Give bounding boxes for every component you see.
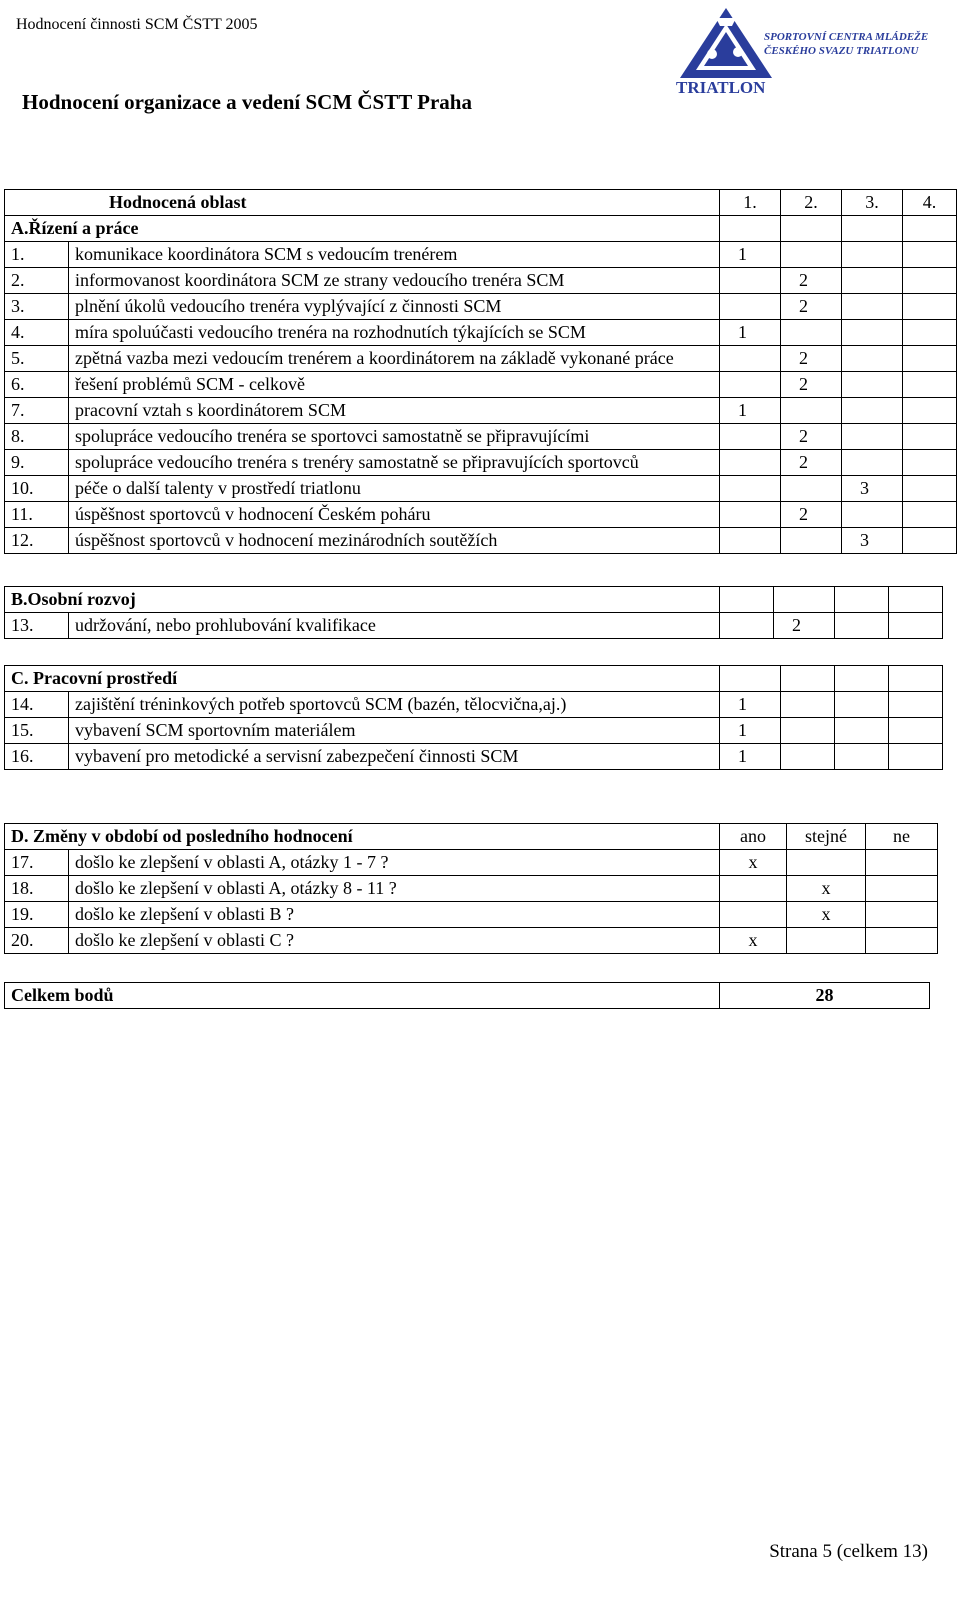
col-header-2: 2. bbox=[781, 190, 842, 216]
row-number: 2. bbox=[5, 268, 69, 294]
row-number: 1. bbox=[5, 242, 69, 268]
row-number: 3. bbox=[5, 294, 69, 320]
empty-cell bbox=[889, 666, 943, 692]
empty-cell bbox=[720, 528, 781, 554]
empty-cell bbox=[842, 242, 903, 268]
empty-cell bbox=[787, 850, 866, 876]
row-score: 2 bbox=[781, 294, 842, 320]
header-area-label: Hodnocená oblast bbox=[5, 190, 720, 216]
logo-caption bbox=[764, 30, 928, 58]
row-criterion: vybavení SCM sportovním materiálem bbox=[69, 718, 720, 744]
row-number: 17. bbox=[5, 850, 69, 876]
table-row bbox=[5, 613, 943, 639]
row-question: došlo ke zlepšení v oblasti B ? bbox=[69, 902, 720, 928]
empty-cell bbox=[903, 372, 957, 398]
empty-cell bbox=[720, 450, 781, 476]
empty-cell bbox=[866, 876, 938, 902]
empty-cell bbox=[835, 744, 889, 770]
row-score: 1 bbox=[720, 242, 781, 268]
total-table bbox=[4, 982, 930, 1009]
row-number: 4. bbox=[5, 320, 69, 346]
row-number: 5. bbox=[5, 346, 69, 372]
row-criterion: úspěšnost sportovců v hodnocení mezinárodních soutěžích bbox=[69, 528, 720, 554]
row-number: 13. bbox=[5, 613, 69, 639]
empty-cell bbox=[781, 216, 842, 242]
empty-cell bbox=[720, 476, 781, 502]
table-row bbox=[5, 398, 957, 424]
table-row bbox=[5, 372, 957, 398]
empty-cell bbox=[835, 613, 889, 639]
logo-line-1: SPORTOVNÍ CENTRA MLÁDEŽE bbox=[764, 31, 929, 43]
evaluation-table-c bbox=[4, 665, 943, 770]
evaluation-table-b bbox=[4, 586, 943, 639]
empty-cell bbox=[903, 528, 957, 554]
table-row bbox=[5, 424, 957, 450]
empty-cell bbox=[903, 450, 957, 476]
row-number: 16. bbox=[5, 744, 69, 770]
table-header-row bbox=[5, 190, 957, 216]
table-row bbox=[5, 692, 943, 718]
empty-cell bbox=[781, 476, 842, 502]
table-row bbox=[5, 876, 938, 902]
empty-cell bbox=[866, 850, 938, 876]
empty-cell bbox=[842, 268, 903, 294]
empty-cell bbox=[781, 320, 842, 346]
section-row-c bbox=[5, 666, 943, 692]
empty-cell bbox=[720, 294, 781, 320]
section-title-d: D. Změny v období od posledního hodnocení bbox=[5, 824, 720, 850]
row-criterion: plnění úkolů vedoucího trenéra vyplývající z činnosti SCM bbox=[69, 294, 720, 320]
empty-cell bbox=[781, 666, 835, 692]
section-row-a bbox=[5, 216, 957, 242]
empty-cell bbox=[720, 216, 781, 242]
empty-cell bbox=[720, 876, 787, 902]
empty-cell bbox=[720, 613, 774, 639]
empty-cell bbox=[842, 372, 903, 398]
empty-cell bbox=[842, 398, 903, 424]
table-row bbox=[5, 528, 957, 554]
row-criterion: míra spoluúčasti vedoucího trenéra na rozhodnutích týkajících se SCM bbox=[69, 320, 720, 346]
row-criterion: vybavení pro metodické a servisní zabezpečení činnosti SCM bbox=[69, 744, 720, 770]
empty-cell bbox=[781, 744, 835, 770]
table-row bbox=[5, 294, 957, 320]
row-number: 18. bbox=[5, 876, 69, 902]
row-score: 1 bbox=[720, 692, 781, 718]
row-criterion: udržování, nebo prohlubování kvalifikace bbox=[69, 613, 720, 639]
document-header: Hodnocení činnosti SCM ČSTT 2005 bbox=[16, 16, 258, 33]
empty-cell bbox=[842, 294, 903, 320]
table-row bbox=[5, 476, 957, 502]
row-criterion: spolupráce vedoucího trenéra se sportovci samostatně se připravujícími bbox=[69, 424, 720, 450]
table-row bbox=[5, 346, 957, 372]
row-criterion: informovanost koordinátora SCM ze strany vedoucího trenéra SCM bbox=[69, 268, 720, 294]
row-number: 9. bbox=[5, 450, 69, 476]
row-question: došlo ke zlepšení v oblasti A, otázky 8 - 11 ? bbox=[69, 876, 720, 902]
row-score: 1 bbox=[720, 398, 781, 424]
section-title-a: A.Řízení a práce bbox=[5, 216, 720, 242]
row-number: 15. bbox=[5, 718, 69, 744]
empty-cell bbox=[720, 502, 781, 528]
empty-cell bbox=[720, 587, 774, 613]
empty-cell bbox=[889, 587, 943, 613]
col-header-no: ne bbox=[866, 824, 938, 850]
empty-cell bbox=[842, 502, 903, 528]
table-row bbox=[5, 902, 938, 928]
row-number: 20. bbox=[5, 928, 69, 954]
row-criterion: řešení problémů SCM - celkově bbox=[69, 372, 720, 398]
row-number: 7. bbox=[5, 398, 69, 424]
section-title-c: C. Pracovní prostředí bbox=[5, 666, 720, 692]
row-score: 2 bbox=[781, 502, 842, 528]
empty-cell bbox=[720, 346, 781, 372]
table-row bbox=[5, 718, 943, 744]
empty-cell bbox=[720, 424, 781, 450]
empty-cell bbox=[781, 528, 842, 554]
empty-cell bbox=[842, 424, 903, 450]
empty-cell bbox=[903, 268, 957, 294]
empty-cell bbox=[866, 902, 938, 928]
row-criterion: zajištění tréninkových potřeb sportovců SCM (bazén, tělocvična,aj.) bbox=[69, 692, 720, 718]
empty-cell bbox=[781, 718, 835, 744]
empty-cell bbox=[889, 692, 943, 718]
page-title: Hodnocení organizace a vedení SCM ČSTT Praha bbox=[22, 90, 472, 114]
empty-cell bbox=[842, 346, 903, 372]
row-criterion: spolupráce vedoucího trenéra s trenéry samostatně se připravujících sportovců bbox=[69, 450, 720, 476]
row-criterion: zpětná vazba mezi vedoucím trenérem a koordinátorem na základě vykonané práce bbox=[69, 346, 720, 372]
empty-cell bbox=[903, 424, 957, 450]
row-number: 11. bbox=[5, 502, 69, 528]
row-score: 1 bbox=[720, 320, 781, 346]
empty-cell bbox=[781, 692, 835, 718]
empty-cell bbox=[903, 242, 957, 268]
row-score: 2 bbox=[781, 372, 842, 398]
empty-cell bbox=[720, 372, 781, 398]
logo-line-2: ČESKÉHO SVAZU TRIATLONU bbox=[764, 45, 919, 57]
empty-cell bbox=[835, 587, 889, 613]
empty-cell bbox=[903, 294, 957, 320]
empty-cell bbox=[889, 613, 943, 639]
table-row bbox=[5, 268, 957, 294]
row-score: 2 bbox=[774, 613, 835, 639]
row-number: 19. bbox=[5, 902, 69, 928]
empty-cell bbox=[903, 320, 957, 346]
empty-cell bbox=[787, 928, 866, 954]
logo-wordmark: TRIATLON bbox=[676, 78, 766, 97]
col-header-4: 4. bbox=[903, 190, 957, 216]
row-number: 12. bbox=[5, 528, 69, 554]
empty-cell bbox=[774, 587, 835, 613]
row-number: 14. bbox=[5, 692, 69, 718]
row-score: 2 bbox=[781, 450, 842, 476]
empty-cell bbox=[866, 928, 938, 954]
col-header-same: stejné bbox=[787, 824, 866, 850]
total-label: Celkem bodů bbox=[5, 983, 720, 1009]
empty-cell bbox=[889, 718, 943, 744]
row-criterion: pracovní vztah s koordinátorem SCM bbox=[69, 398, 720, 424]
total-value: 28 bbox=[720, 983, 930, 1009]
empty-cell bbox=[835, 718, 889, 744]
row-mark: x bbox=[720, 928, 787, 954]
empty-cell bbox=[842, 450, 903, 476]
row-criterion: úspěšnost sportovců v hodnocení Českém poháru bbox=[69, 502, 720, 528]
empty-cell bbox=[842, 216, 903, 242]
empty-cell bbox=[781, 398, 842, 424]
empty-cell bbox=[903, 398, 957, 424]
row-question: došlo ke zlepšení v oblasti A, otázky 1 - 7 ? bbox=[69, 850, 720, 876]
col-header-yes: ano bbox=[720, 824, 787, 850]
row-question: došlo ke zlepšení v oblasti C ? bbox=[69, 928, 720, 954]
page-number: Strana 5 (celkem 13) bbox=[769, 1541, 928, 1562]
row-criterion: komunikace koordinátora SCM s vedoucím trenérem bbox=[69, 242, 720, 268]
table-row bbox=[5, 242, 957, 268]
row-mark: x bbox=[720, 850, 787, 876]
row-score: 3 bbox=[842, 476, 903, 502]
empty-cell bbox=[903, 502, 957, 528]
empty-cell bbox=[889, 744, 943, 770]
section-row-d bbox=[5, 824, 938, 850]
scm-logo bbox=[676, 6, 946, 96]
empty-cell bbox=[835, 692, 889, 718]
row-number: 10. bbox=[5, 476, 69, 502]
empty-cell bbox=[781, 242, 842, 268]
row-score: 1 bbox=[720, 744, 781, 770]
evaluation-table-a bbox=[4, 189, 957, 554]
empty-cell bbox=[720, 666, 781, 692]
row-number: 8. bbox=[5, 424, 69, 450]
empty-cell bbox=[842, 320, 903, 346]
empty-cell bbox=[903, 476, 957, 502]
table-row bbox=[5, 850, 938, 876]
col-header-1: 1. bbox=[720, 190, 781, 216]
empty-cell bbox=[903, 346, 957, 372]
row-score: 2 bbox=[781, 346, 842, 372]
row-criterion: péče o další talenty v prostředí triatlonu bbox=[69, 476, 720, 502]
empty-cell bbox=[835, 666, 889, 692]
row-score: 2 bbox=[781, 268, 842, 294]
row-score: 3 bbox=[842, 528, 903, 554]
changes-table bbox=[4, 823, 938, 954]
section-title-b: B.Osobní rozvoj bbox=[5, 587, 720, 613]
empty-cell bbox=[903, 216, 957, 242]
table-row bbox=[5, 928, 938, 954]
col-header-3: 3. bbox=[842, 190, 903, 216]
table-row bbox=[5, 320, 957, 346]
row-score: 1 bbox=[720, 718, 781, 744]
empty-cell bbox=[720, 902, 787, 928]
row-mark: x bbox=[787, 876, 866, 902]
row-score: 2 bbox=[781, 424, 842, 450]
row-number: 6. bbox=[5, 372, 69, 398]
table-row bbox=[5, 502, 957, 528]
table-row bbox=[5, 744, 943, 770]
empty-cell bbox=[720, 268, 781, 294]
total-row bbox=[5, 983, 930, 1009]
table-row bbox=[5, 450, 957, 476]
row-mark: x bbox=[787, 902, 866, 928]
section-row-b bbox=[5, 587, 943, 613]
